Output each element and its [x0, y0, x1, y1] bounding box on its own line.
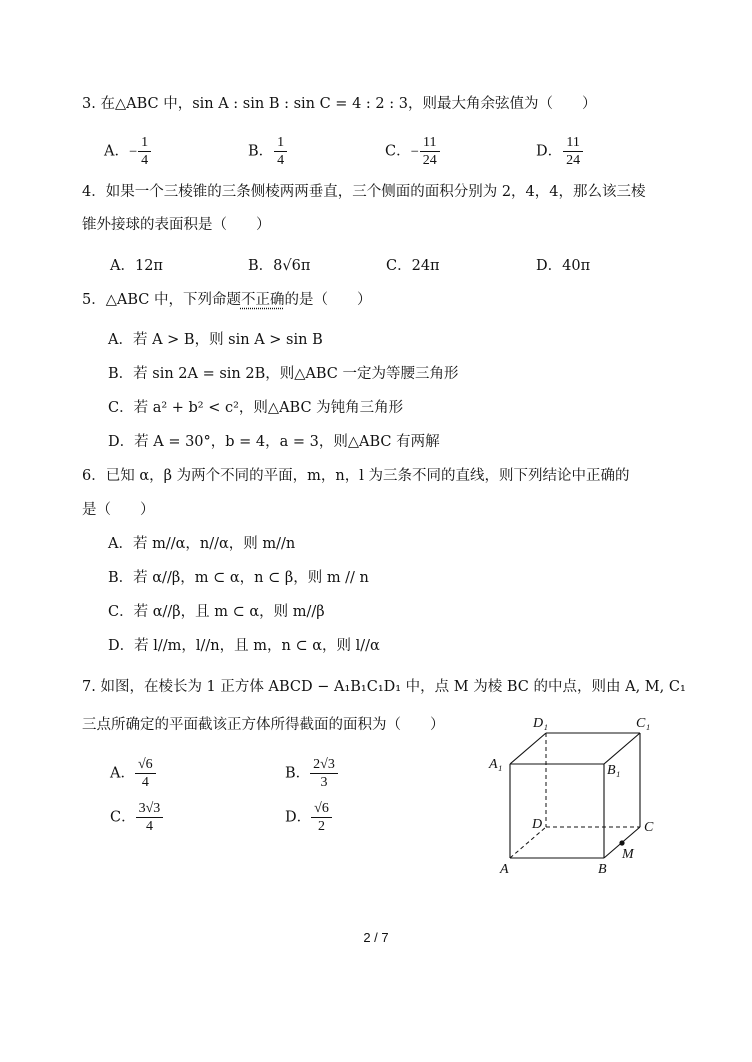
edge-a1-d1 — [510, 733, 546, 764]
q7-option-a: A． $\frac{√6}{4}$ — [110, 756, 156, 791]
q7-option-b: B． $\frac{2√3}{3}$ — [285, 756, 338, 791]
q3-option-c: C．− $\frac{11}{24}$ — [385, 134, 440, 169]
q5-option-a: A．若 A > B，则 sin A > sin B — [108, 332, 323, 348]
label-c: C — [644, 820, 654, 835]
fraction: $\frac{11}{24}$ — [420, 134, 440, 169]
label-a1: A₁ — [489, 757, 503, 772]
fraction: $\frac{11}{24}$ — [563, 134, 583, 169]
q6-stem-line2: 是（ ） — [82, 502, 155, 518]
label-a: A — [500, 862, 509, 877]
q4-option-d: D．40π — [536, 258, 591, 274]
q4-option-c: C．24π — [386, 258, 440, 274]
q5-option-b: B．若 sin 2A = sin 2B，则△ABC 一定为等腰三角形 — [108, 366, 459, 382]
q6-option-d: D．若 l//m，l//n，且 m，n ⊂ α，则 l//α — [108, 638, 380, 654]
label-b1: B₁ — [607, 763, 621, 778]
q6-option-b: B．若 α//β，m ⊂ α，n ⊂ β，则 m // n — [108, 570, 369, 586]
q7-stem-line2: 三点所确定的平面截该正方体所得截面的面积为（ ） — [82, 717, 445, 733]
label-d1: D₁ — [533, 716, 548, 731]
q7-option-d: D． $\frac{√6}{2}$ — [285, 800, 332, 835]
point-m — [619, 840, 624, 845]
q3-option-d: D． $\frac{11}{24}$ — [536, 134, 583, 169]
q5-option-c: C．若 a² + b² < c²，则△ABC 为钝角三角形 — [108, 400, 404, 416]
q4-stem-line2: 锥外接球的表面积是（ ） — [82, 217, 271, 233]
edge-c1-b1 — [604, 733, 640, 764]
q4-option-a: A．12π — [110, 258, 163, 274]
q6-stem-line1: 6．已知 α，β 为两个不同的平面，m，n，l 为三条不同的直线，则下列结论中正确的 — [82, 468, 630, 484]
q3-stem: 3. 在△ABC 中，sin A : sin B : sin C = 4 : 2 : 3，则最大角余弦值为（ ） — [82, 96, 597, 112]
q6-option-a: A．若 m//α，n//α，则 m//n — [108, 536, 296, 552]
label-c1: C₁ — [636, 716, 651, 731]
fraction: $\frac{3√3}{4}$ — [136, 800, 164, 835]
q3-option-a: A．− $\frac{1}{4}$ — [104, 134, 151, 169]
page-number: 2 / 7 — [363, 930, 389, 945]
label-m: M — [622, 847, 634, 862]
emphasis-not-correct: 不正确 — [240, 292, 285, 308]
label-d: D — [532, 817, 543, 832]
q7-option-c: C． $\frac{3√3}{4}$ — [110, 800, 163, 835]
q7-stem-line1: 7. 如图，在棱长为 1 正方体 ABCD − A₁B₁C₁D₁ 中，点 M 为棱 BC 的中点，则由 A, M, C₁ — [82, 679, 686, 695]
q6-option-c: C．若 α//β，且 m ⊂ α，则 m//β — [108, 604, 325, 620]
q5-stem: 5．△ABC 中，下列命题不正确的是（ ） — [82, 292, 372, 308]
fraction: $\frac{1}{4}$ — [274, 134, 287, 169]
fraction: $\frac{2√3}{3}$ — [310, 756, 338, 791]
fraction: $\frac{√6}{2}$ — [311, 800, 332, 835]
fraction: $\frac{1}{4}$ — [138, 134, 151, 169]
q5-option-d: D．若 A = 30°，b = 4，a = 3，则△ABC 有两解 — [108, 434, 440, 450]
q4-stem-line1: 4．如果一个三棱锥的三条侧棱两两垂直，三个侧面的面积分别为 2，4，4，那么该三棱 — [82, 184, 646, 200]
q4-option-b: B．8√6π — [248, 258, 311, 274]
q3-option-b: B． $\frac{1}{4}$ — [248, 134, 287, 169]
fraction: $\frac{√6}{4}$ — [135, 756, 156, 791]
label-b: B — [598, 862, 607, 877]
